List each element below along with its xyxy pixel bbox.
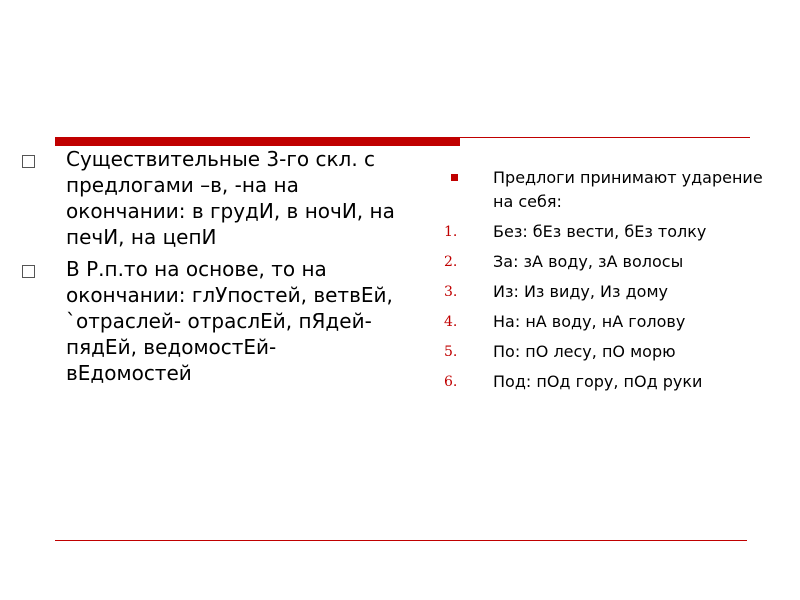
red-square-bullet-icon bbox=[451, 174, 458, 181]
left-list-item bbox=[20, 146, 400, 250]
left-list-text: Существительные 3-го скл. с предлогами –в, -на на окончании: в грудИ, в ночИ, на печИ, на цепИ bbox=[66, 147, 395, 249]
list-number: 1. bbox=[444, 224, 458, 240]
numbered-list-item bbox=[444, 250, 764, 274]
list-number: 6. bbox=[444, 374, 458, 390]
numbered-list-item bbox=[444, 370, 764, 394]
list-item-text: На: нА воду, нА голову bbox=[493, 312, 686, 331]
top-thin-rule bbox=[460, 137, 750, 138]
right-intro-text: Предлоги принимают ударение на себя: bbox=[493, 168, 763, 211]
right-intro-item bbox=[444, 166, 764, 214]
list-number: 3. bbox=[444, 284, 458, 300]
list-item-text: Под: пОд гору, пОд руки bbox=[493, 372, 703, 391]
list-item-text: За: зА воду, зА волосы bbox=[493, 252, 684, 271]
list-item-text: По: пО лесу, пО морю bbox=[493, 342, 676, 361]
hollow-square-bullet-icon bbox=[22, 155, 35, 168]
list-item-text: Без: бЕз вести, бЕз толку bbox=[493, 222, 707, 241]
list-number: 4. bbox=[444, 314, 458, 330]
numbered-list-item bbox=[444, 280, 764, 304]
left-column bbox=[20, 146, 400, 392]
numbered-list-item bbox=[444, 310, 764, 334]
numbered-list-item bbox=[444, 220, 764, 244]
numbered-list-item bbox=[444, 340, 764, 364]
left-list-item bbox=[20, 256, 400, 386]
right-column bbox=[444, 166, 764, 400]
bottom-thin-rule bbox=[55, 540, 747, 541]
list-number: 5. bbox=[444, 344, 458, 360]
list-item-text: Из: Из виду, Из дому bbox=[493, 282, 668, 301]
list-number: 2. bbox=[444, 254, 458, 270]
left-list-text: В Р.п.то на основе, то на окончании: глУпостей, ветвЕй, `отраслей- отраслЕй, пЯдей- пядЕй, ведомостЕй- вЕдомостей bbox=[66, 257, 393, 385]
hollow-square-bullet-icon bbox=[22, 265, 35, 278]
top-red-rule bbox=[55, 137, 460, 146]
